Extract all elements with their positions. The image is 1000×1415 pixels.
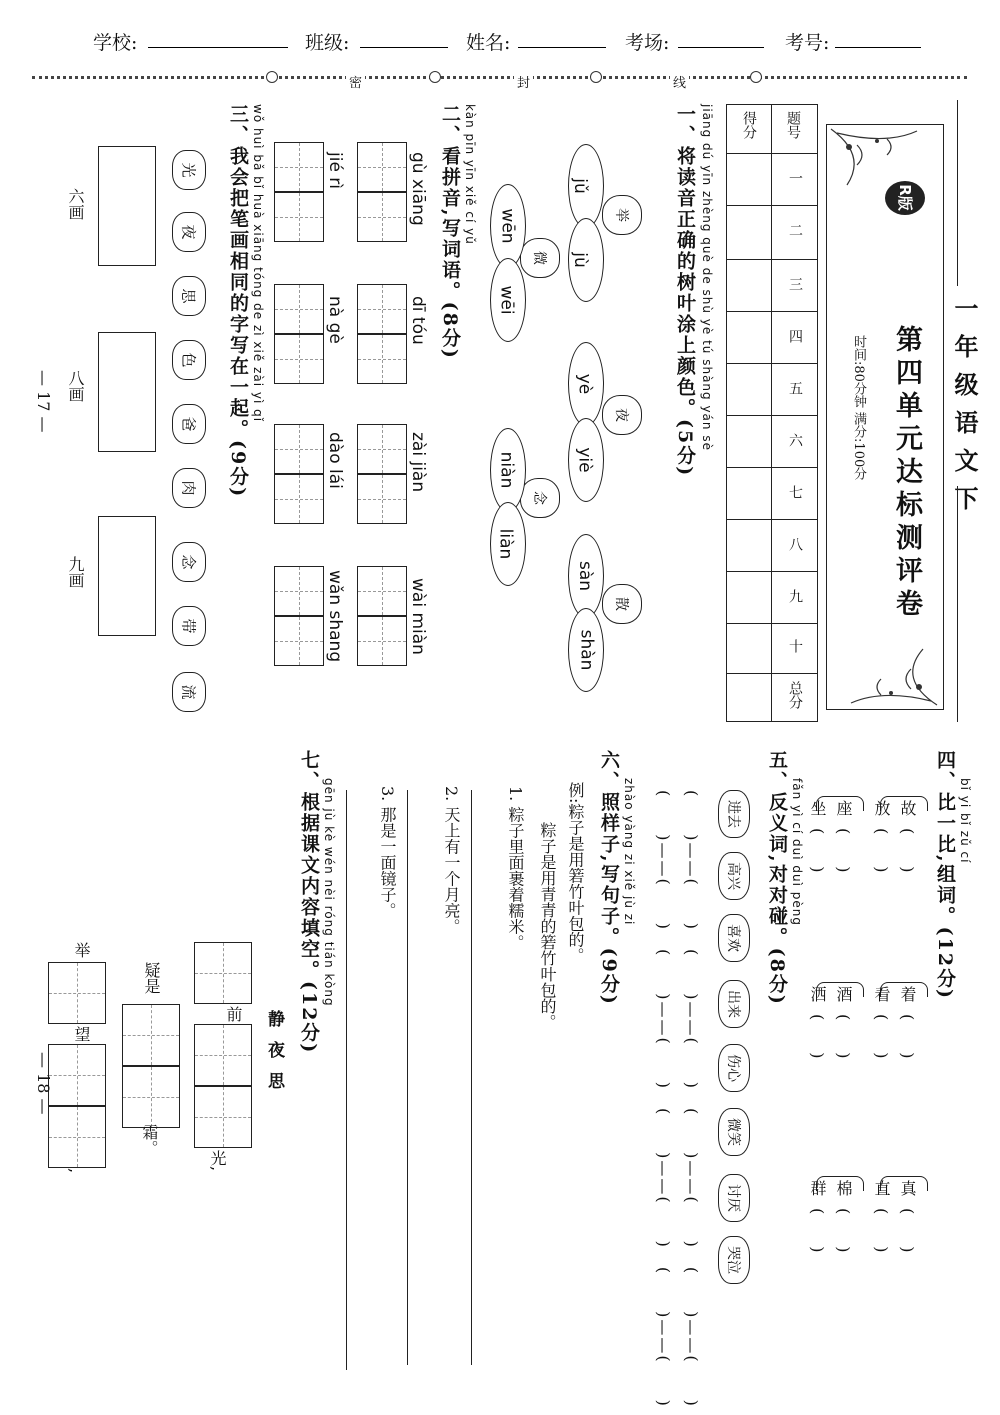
title-rule-bottom <box>957 486 958 722</box>
char-badge: 爸 <box>172 404 206 444</box>
room-label: 考场: <box>625 32 670 54</box>
paren-answer[interactable]: ( ) <box>834 1014 853 1059</box>
word-pinyin: wài miàn <box>408 578 428 655</box>
col-9: 九 <box>787 589 803 603</box>
paren-answer[interactable]: ( ) <box>808 828 827 873</box>
paren-answer[interactable]: ( ) <box>834 1208 853 1253</box>
seal-char-feng: 封 <box>514 72 533 91</box>
word-pinyin: zài jiàn <box>408 432 428 493</box>
col-10: 十 <box>787 639 803 653</box>
seal-line <box>32 76 967 79</box>
col-4: 四 <box>787 329 803 343</box>
flower-ju: 举 <box>602 195 642 235</box>
writing-grid[interactable] <box>357 192 407 242</box>
seal-char-xian: 线 <box>670 72 689 91</box>
pair-char: 放 <box>872 800 891 816</box>
q5-pinyin: fǎn yì cí duì duì pèng <box>790 778 804 926</box>
q6-title: 六、照样子,写句子。(9分) <box>598 750 620 1006</box>
q6-example: 例:粽子是用箬竹叶包的。 <box>566 782 585 964</box>
writing-grid[interactable] <box>274 334 324 384</box>
pair-char: 看 <box>872 986 891 1002</box>
q2-pinyin: kàn pīn yīn xiě cí yǔ <box>463 104 477 245</box>
antonym-word[interactable]: 出来 <box>718 980 750 1028</box>
eight-stroke-box[interactable] <box>98 332 156 452</box>
antonym-word[interactable]: 进去 <box>718 790 750 838</box>
leaf-text: sàn <box>575 560 596 592</box>
leaf-text: yiè <box>574 447 595 473</box>
antonym-word[interactable]: 喜欢 <box>718 914 750 962</box>
pair-char: 洒 <box>808 986 827 1002</box>
antonym-answer-row[interactable]: ( )——( ) ( )——( ) ( )——( ) ( )——( ) <box>682 790 701 1408</box>
class-label: 班级: <box>305 32 350 54</box>
seal-circle <box>429 71 441 83</box>
paren-answer[interactable]: ( ) <box>808 1208 827 1253</box>
antonym-word[interactable]: 微笑 <box>718 1108 750 1156</box>
nine-stroke-label: 九画 <box>66 556 85 588</box>
word-pinyin: jié rì <box>325 152 345 190</box>
pair-char: 直 <box>872 1180 891 1196</box>
paren-answer[interactable]: ( ) <box>872 1014 891 1059</box>
paren-answer[interactable]: ( ) <box>898 1014 917 1059</box>
col-total: 总分 <box>787 681 803 709</box>
poem-text: , <box>66 1168 85 1174</box>
antonym-word[interactable]: 讨厌 <box>718 1174 750 1222</box>
row-label-score: 得分 <box>741 111 757 139</box>
char-badge: 夜 <box>172 212 206 252</box>
writing-grid[interactable] <box>357 424 407 474</box>
q4-pinyin: bǐ yi bǐ zǔ cí <box>958 778 972 864</box>
leaf-text: wēi <box>496 285 517 315</box>
writing-grid[interactable] <box>357 616 407 666</box>
pair-char: 座 <box>834 800 853 816</box>
paren-answer[interactable]: ( ) <box>872 828 891 873</box>
char-badge: 肉 <box>172 468 206 508</box>
paren-answer[interactable]: ( ) <box>898 1208 917 1253</box>
room-field[interactable] <box>678 47 764 48</box>
school-label: 学校: <box>93 32 138 54</box>
class-field[interactable] <box>360 47 448 48</box>
poem-grid[interactable] <box>122 1004 180 1066</box>
poem-grid[interactable] <box>48 1106 106 1168</box>
poem-text: 光, <box>208 1150 227 1172</box>
writing-grid[interactable] <box>357 334 407 384</box>
writing-grid[interactable] <box>274 566 324 616</box>
pair-char: 故 <box>898 800 917 816</box>
q6-pinyin: zhào yàng zi xiě jù zi <box>622 778 636 926</box>
number-label: 考号: <box>785 32 830 54</box>
antonym-answer-row[interactable]: ( )——( ) ( )——( ) ( )——( ) ( )——( ) <box>654 790 673 1408</box>
pair-char: 酒 <box>834 986 853 1002</box>
ornament-bottom-icon <box>827 629 941 709</box>
col-8: 八 <box>787 537 803 551</box>
poem-grid[interactable] <box>48 1044 106 1106</box>
paren-answer[interactable]: ( ) <box>898 828 917 873</box>
writing-grid[interactable] <box>274 192 324 242</box>
leaf-text: wēn <box>497 208 518 244</box>
col-7: 七 <box>787 485 803 499</box>
word-pinyin: gù xiāng <box>408 152 428 226</box>
leaf-text: jǔ <box>569 178 590 194</box>
pair-char: 真 <box>898 1180 917 1196</box>
char-badge: 思 <box>172 276 206 316</box>
writing-grid[interactable] <box>357 284 407 334</box>
leaf-text: jù <box>569 252 590 268</box>
poem-text: 举 <box>72 942 91 958</box>
poem-grid[interactable] <box>194 1086 252 1148</box>
title-box <box>826 124 944 710</box>
writing-grid[interactable] <box>274 142 324 192</box>
answer-line[interactable] <box>471 790 472 1365</box>
word-pinyin: dī tóu <box>408 296 428 345</box>
school-field[interactable] <box>148 47 288 48</box>
writing-grid[interactable] <box>274 474 324 524</box>
page-number-right: — 18 — <box>34 1052 53 1115</box>
q7-title: 七、根据课文内容填空。(12分) <box>298 750 320 1055</box>
six-stroke-label: 六画 <box>66 188 85 220</box>
q1-title: 一、将读音正确的树叶涂上颜色。(5分) <box>674 104 696 478</box>
char-badge: 流 <box>172 672 206 712</box>
poem-text: 霜。 <box>140 1124 159 1156</box>
flower-ye: 夜 <box>602 395 642 435</box>
flower-san: 散 <box>602 584 642 624</box>
writing-grid[interactable] <box>274 284 324 334</box>
col-2: 二 <box>787 223 803 237</box>
grade-title: 一年级语文下 <box>950 296 979 524</box>
writing-grid[interactable] <box>274 424 324 474</box>
paren-answer[interactable]: ( ) <box>872 1208 891 1253</box>
word-pinyin: nà gè <box>325 296 345 344</box>
six-stroke-box[interactable] <box>98 146 156 266</box>
q7-pinyin: gēn jù kè wén nèi róng tián kòng <box>322 778 336 1007</box>
pair-char: 棉 <box>834 1180 853 1196</box>
writing-grid[interactable] <box>357 566 407 616</box>
seal-char-mi: 密 <box>346 72 365 91</box>
poem-text: 望 <box>72 1026 91 1042</box>
writing-grid[interactable] <box>274 616 324 666</box>
poem-grid[interactable] <box>194 1024 252 1086</box>
q5-title: 五、反义词,对对碰。(8分) <box>766 750 788 1006</box>
char-badge: 色 <box>172 340 206 380</box>
paren-answer[interactable]: ( ) <box>834 828 853 873</box>
pair-char: 群 <box>808 1180 827 1196</box>
q2-title: 二、看拼音,写词语。(8分) <box>439 104 461 360</box>
poem-title: 静夜思 <box>264 1010 284 1103</box>
eight-stroke-label: 八画 <box>66 370 85 402</box>
word-pinyin: dào lái <box>325 432 345 489</box>
paren-answer[interactable]: ( ) <box>808 1014 827 1059</box>
poem-grid[interactable] <box>48 962 106 1024</box>
q6-item-2: 2. 天上有一个月亮。 <box>442 786 461 935</box>
flower-nian: 念 <box>520 478 560 518</box>
score-table <box>726 104 818 722</box>
col-1: 一 <box>787 171 803 185</box>
q6-example-answer: 粽子是用青青的箬竹叶包的。 <box>538 822 557 1030</box>
leaf-text: shàn <box>576 629 597 671</box>
q3-title: 三、我会把笔画相同的字写在一起。(9分) <box>227 104 249 499</box>
antonym-word[interactable]: 伤心 <box>718 1044 750 1092</box>
name-label: 姓名: <box>466 32 511 54</box>
col-6: 六 <box>787 433 803 447</box>
q4-title: 四、比一比,组词。(12分) <box>934 750 956 1001</box>
seal-circle <box>590 71 602 83</box>
page-number-left: — 17 — <box>34 370 53 433</box>
writing-grid[interactable] <box>357 474 407 524</box>
row-label-number: 题号 <box>785 111 801 139</box>
flower-wei: 微 <box>520 238 560 278</box>
col-3: 三 <box>787 277 803 291</box>
antonym-word[interactable]: 高兴 <box>718 852 750 900</box>
seal-circle <box>266 71 278 83</box>
char-badge: 带 <box>172 606 206 646</box>
poem-grid[interactable] <box>122 1066 180 1128</box>
time-info: 时间:80分钟 满分:100分 <box>851 335 866 481</box>
answer-line[interactable] <box>346 790 347 1370</box>
char-badge: 念 <box>172 542 206 582</box>
leaf-text: liàn <box>495 528 516 560</box>
poem-text: 前 <box>224 1006 243 1022</box>
pair-char: 着 <box>898 986 917 1002</box>
antonym-word[interactable]: 哭泣 <box>718 1236 750 1284</box>
pair-char: 坐 <box>808 800 827 816</box>
seal-circle <box>750 71 762 83</box>
writing-grid[interactable] <box>357 142 407 192</box>
leaf-text: yè <box>574 373 595 395</box>
char-badge: 光 <box>172 150 206 190</box>
poem-text: 疑是 <box>142 962 161 994</box>
logo-badge: R版 <box>885 181 925 215</box>
col-5: 五 <box>787 381 803 395</box>
number-field[interactable] <box>835 47 921 48</box>
q6-item-1: 1. 粽子里面裹着糯米。 <box>506 786 525 951</box>
word-pinyin: wǎn shang <box>325 570 345 663</box>
exam-title: 第四单元达标测评卷 <box>891 325 922 622</box>
answer-line[interactable] <box>407 790 408 1365</box>
name-field[interactable] <box>518 47 606 48</box>
poem-grid[interactable] <box>194 942 252 1004</box>
q1-pinyin: jiāng dú yīn zhèng què de shù yè tú shàng yán sè <box>700 104 714 451</box>
leaf-text: niàn <box>496 451 517 489</box>
nine-stroke-box[interactable] <box>98 516 156 636</box>
q6-item-3: 3. 那是一面镜子。 <box>378 786 397 919</box>
title-rule-top <box>957 100 958 286</box>
q3-pinyin: wǒ huì bǎ bǐ huà xiāng tóng de zì xiě zài yì qǐ <box>251 104 265 423</box>
